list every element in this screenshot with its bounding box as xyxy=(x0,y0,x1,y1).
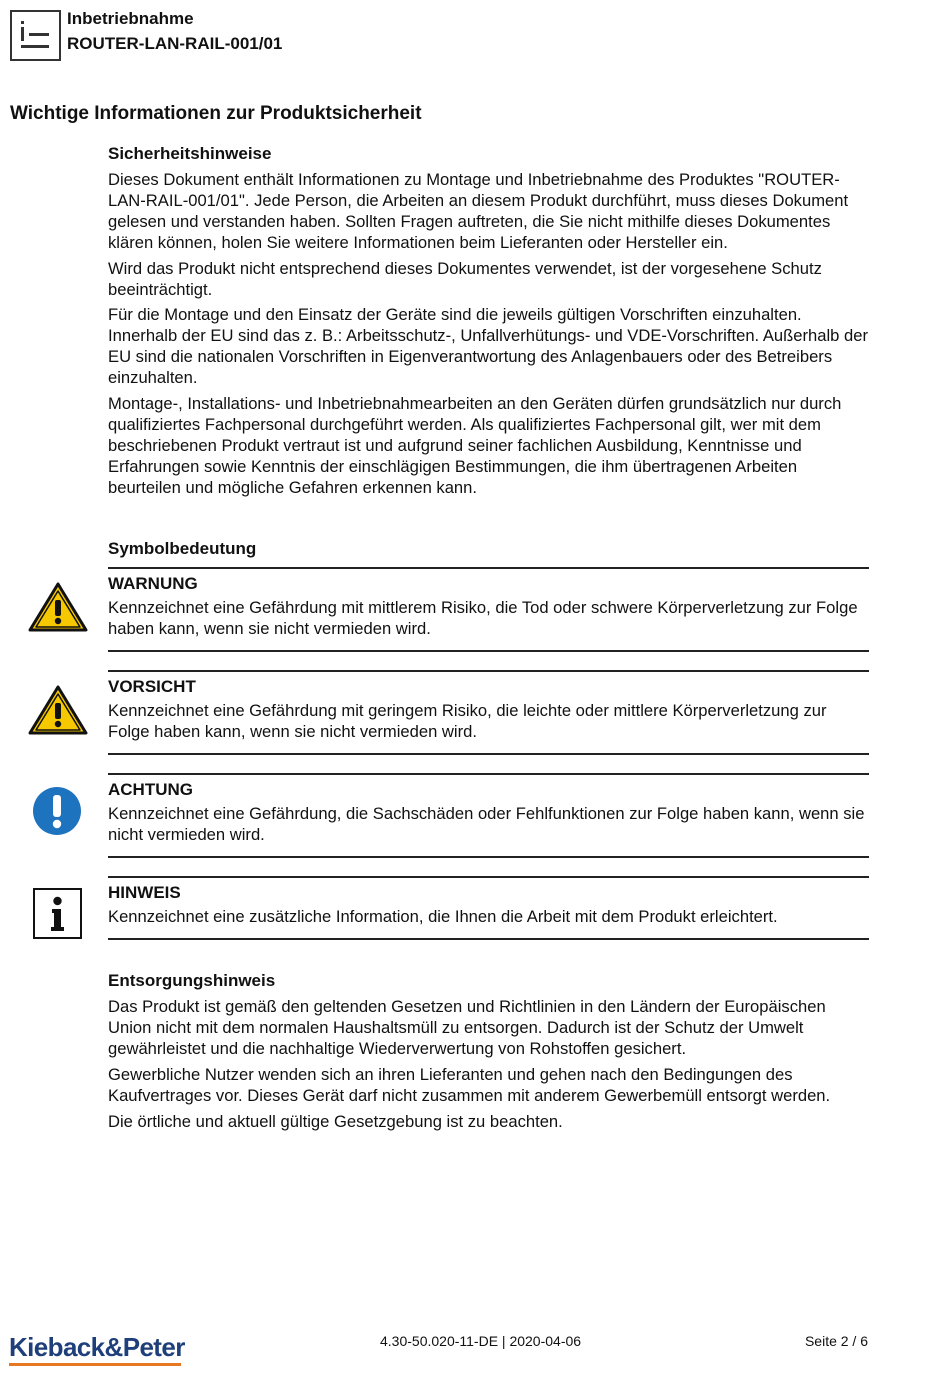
warning-triangle-icon xyxy=(28,582,88,637)
notice-label: VORSICHT xyxy=(108,677,196,696)
page-title: Wichtige Informationen zur Produktsicherheit xyxy=(10,103,422,124)
divider xyxy=(108,567,869,569)
header-doc-type: Inbetriebnahme xyxy=(67,9,194,28)
notice-text: Kennzeichnet eine Gefährdung, die Sachschäden oder Fehlfunktionen zur Folge haben kann, wenn sie nicht vermieden wird. xyxy=(108,804,865,844)
caution-triangle-icon xyxy=(28,685,88,740)
safety-paragraph: Dieses Dokument enthält Informationen zu Montage und Inbetriebnahme des Produktes "ROUTER-LAN-RAIL-001/01". Jede Person, die Arbeiten an diesem Produkt durchführt, muss dieses Dokument gelesen und verstanden haben. Sollten Fragen auftreten, die Sie nicht mithilfe dieses Dokumentes klären können, holen Sie weitere Informationen beim Lieferanten oder Hersteller ein. xyxy=(108,170,849,252)
header-product: ROUTER-LAN-RAIL-001/01 xyxy=(67,34,283,53)
symbols-title: Symbolbedeutung xyxy=(108,539,257,558)
notice-text: Kennzeichnet eine Gefährdung mit geringem Risiko, die leichte oder mittlere Körperverletzung zur Folge haben kann, wenn sie nicht vermieden wird. xyxy=(108,701,827,741)
notice-info xyxy=(108,876,869,940)
notice-warning xyxy=(108,567,869,652)
disposal-title: Entsorgungshinweis xyxy=(108,971,276,990)
divider xyxy=(108,650,869,652)
notice-label: HINWEIS xyxy=(108,883,181,902)
brand-logo xyxy=(9,1333,185,1366)
safety-paragraph: Für die Montage und den Einsatz der Geräte sind die jeweils gültigen Vorschriften einzuhalten. Innerhalb der EU sind das z. B.: Arbeitsschutz-, Unfallverhütungs- und VDE-Vorschriften. Außerhalb der EU sind die nationalen Vorschriften in Eigenverantwortung des Anlagenbauers oder des Betreibers einzuhalten. xyxy=(108,305,869,388)
safety-paragraph: Wird das Produkt nicht entsprechend dieses Dokumentes verwendet, ist der vorgesehene Schutz beeinträchtigt. xyxy=(108,258,822,299)
document-type-icon xyxy=(10,10,61,61)
divider xyxy=(108,938,869,940)
disposal-paragraph: Das Produkt ist gemäß den geltenden Gesetzen und Richtlinien in den Ländern der Europäischen Union nicht mit dem normalen Haushaltsmüll zu entsorgen. Dadurch ist der Schutz der Umwelt gewährleistet und die nachhaltige Wiederverwertung von Rohstoffen gesichert. xyxy=(108,997,826,1058)
brand-wordmark: Kieback&Peter xyxy=(9,1332,185,1362)
safety-paragraph: Montage-, Installations- und Inbetriebnahmearbeiten an den Geräten dürfen grundsätzlich nur durch qualifiziertes Fachpersonal durchgeführt werden. Als qualifiziertes Fachpersonal gilt, wer mit dem beschriebenen Produkt vertraut ist und aufgrund seiner fachlichen Ausbildung, Kenntnisse und Erfahrungen sowie Kenntnis der einschlägigen Bestimmungen, die ihm übertragenen Arbeiten beurteilen und mögliche Gefahren erkennen kann. xyxy=(108,394,842,497)
attention-circle-icon xyxy=(32,786,82,841)
notice-text: Kennzeichnet eine zusätzliche Information, die Ihnen die Arbeit mit dem Produkt erleichtert. xyxy=(108,907,778,926)
notice-label: WARNUNG xyxy=(108,574,198,593)
notice-caution xyxy=(108,670,869,755)
divider xyxy=(108,670,869,672)
notice-text: Kennzeichnet eine Gefährdung mit mittlerem Risiko, die Tod oder schwere Körperverletzung zur Folge haben kann, wenn sie nicht vermieden wird. xyxy=(108,598,858,638)
page-number: Seite 2 / 6 xyxy=(804,1333,868,1349)
divider xyxy=(108,876,869,878)
safety-title: Sicherheitshinweise xyxy=(108,144,272,163)
info-icon xyxy=(33,888,82,944)
brand-underline xyxy=(9,1363,181,1366)
notice-attention xyxy=(108,773,869,858)
disposal-paragraph: Die örtliche und aktuell gültige Gesetzgebung ist zu beachten. xyxy=(108,1111,563,1131)
document-id: 4.30-50.020-11-DE | 2020-04-06 xyxy=(380,1333,582,1349)
symbols-section xyxy=(108,538,869,559)
divider xyxy=(108,753,869,755)
disposal-paragraph: Gewerbliche Nutzer wenden sich an ihren Lieferanten und gehen nach den Bedingungen des Kaufvertrages vor. Dieses Gerät darf nicht zusammen mit anderem Gewerbemüll entsorgt werden. xyxy=(108,1064,831,1105)
document-header xyxy=(67,6,282,56)
divider xyxy=(108,856,869,858)
notice-label: ACHTUNG xyxy=(108,780,193,799)
disposal-section xyxy=(108,970,869,1137)
divider xyxy=(108,773,869,775)
safety-section xyxy=(108,143,869,504)
